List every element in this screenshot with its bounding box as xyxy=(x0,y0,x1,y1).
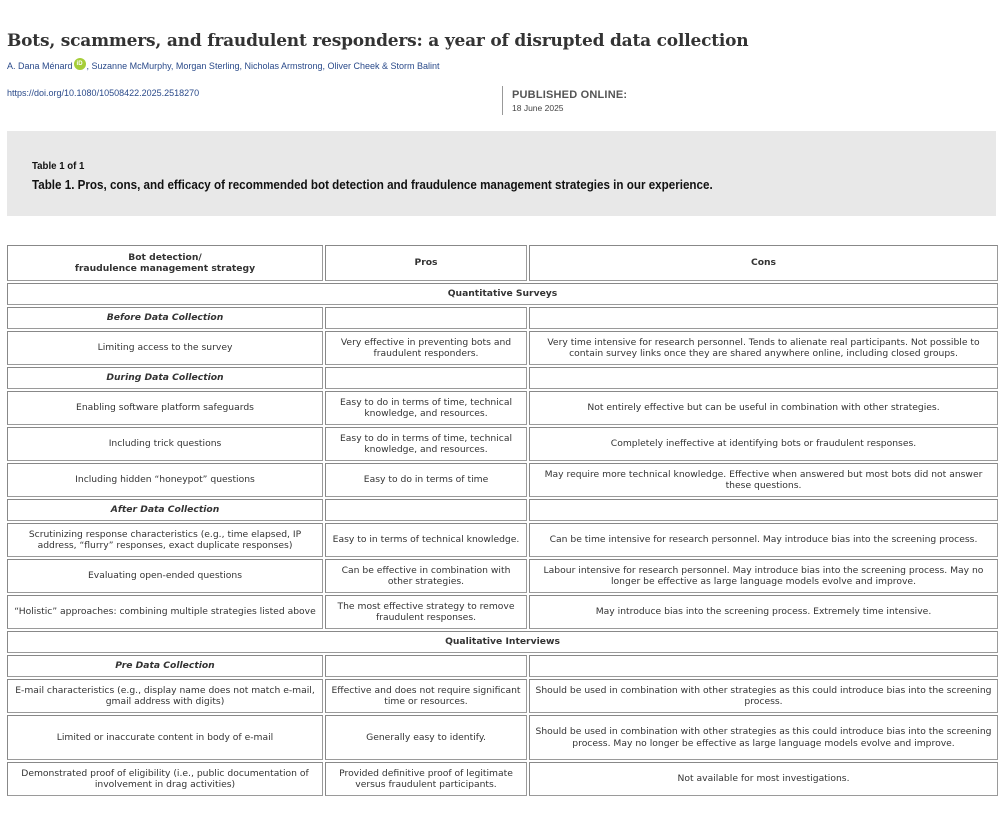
orcid-icon[interactable]: iD xyxy=(74,58,86,70)
table-row xyxy=(7,715,998,760)
table-header-row xyxy=(7,245,998,281)
cons-cell: Labour intensive for research personnel. May introduce bias into the screening process. May no longer be effective as large language models evolve and improve. xyxy=(529,559,998,593)
section-qualitative-interviews: Qualitative Interviews xyxy=(7,631,998,653)
table-row xyxy=(7,559,998,593)
section-quantitative-surveys: Quantitative Surveys xyxy=(7,283,998,305)
cons-cell: Not available for most investigations. xyxy=(529,762,998,796)
doi-link[interactable]: https://doi.org/10.1080/10508422.2025.2518270 xyxy=(7,88,200,98)
header-strategy-line2: fraudulence management strategy xyxy=(74,263,256,274)
pros-cell: Very effective in preventing bots and fraudulent responders. xyxy=(325,331,527,365)
section-row xyxy=(7,283,998,305)
cons-cell: Very time intensive for research personnel. Tends to alienate real participants. Not possible to contain survey links once they are shared anywhere online, including closed groups. xyxy=(529,331,998,365)
empty-cell xyxy=(325,307,527,329)
table-row xyxy=(7,331,998,365)
published-online-label: PUBLISHED ONLINE: xyxy=(512,89,628,101)
strategy-cell: Including hidden “honeypot” questions xyxy=(7,463,323,497)
pros-cell: Easy to do in terms of time, technical knowledge, and resources. xyxy=(325,427,527,461)
pros-cell: Easy to in terms of technical knowledge. xyxy=(325,523,527,557)
cons-cell: May introduce bias into the screening process. Extremely time intensive. xyxy=(529,595,998,629)
phase-row xyxy=(7,367,998,389)
cons-cell: Can be time intensive for research personnel. May introduce bias into the screening process. xyxy=(529,523,998,557)
pros-cell: Can be effective in combination with other strategies. xyxy=(325,559,527,593)
table-row xyxy=(7,427,998,461)
cons-cell: Completely ineffective at identifying bots or fraudulent responses. xyxy=(529,427,998,461)
empty-cell xyxy=(529,499,998,521)
table-row xyxy=(7,463,998,497)
strategy-cell: Limited or inaccurate content in body of e-mail xyxy=(7,715,323,760)
table-row xyxy=(7,523,998,557)
cons-cell: Should be used in combination with other strategies as this could introduce bias into the screening process. xyxy=(529,679,998,713)
header-pros: Pros xyxy=(325,245,527,281)
cons-cell: May require more technical knowledge. Effective when answered but most bots did not answer these questions. xyxy=(529,463,998,497)
table-caption-box xyxy=(7,131,996,216)
cons-cell: Should be used in combination with other strategies as this could introduce bias into the screening process. May no longer be effective as large language models evolve and improve. xyxy=(529,715,998,760)
strategy-cell: Evaluating open-ended questions xyxy=(7,559,323,593)
strategy-cell: Limiting access to the survey xyxy=(7,331,323,365)
phase-pre-data-collection: Pre Data Collection xyxy=(7,655,323,677)
table-caption: Table 1. Pros, cons, and efficacy of recommended bot detection and fraudulence management strategies in our experience. xyxy=(32,178,713,192)
empty-cell xyxy=(325,499,527,521)
pros-cell: Easy to do in terms of time xyxy=(325,463,527,497)
phase-during-data-collection: During Data Collection xyxy=(7,367,323,389)
strategy-cell: Enabling software platform safeguards xyxy=(7,391,323,425)
phase-row xyxy=(7,499,998,521)
empty-cell xyxy=(529,367,998,389)
strategy-cell: “Holistic” approaches: combining multiple strategies listed above xyxy=(7,595,323,629)
empty-cell xyxy=(325,655,527,677)
empty-cell xyxy=(325,367,527,389)
section-row xyxy=(7,631,998,653)
pros-cell: Provided definitive proof of legitimate versus fraudulent participants. xyxy=(325,762,527,796)
table-row xyxy=(7,762,998,796)
phase-after-data-collection: After Data Collection xyxy=(7,499,323,521)
table-row xyxy=(7,679,998,713)
phase-row xyxy=(7,307,998,329)
header-strategy xyxy=(7,245,323,281)
empty-cell xyxy=(529,307,998,329)
pros-cell: Effective and does not require significant time or resources. xyxy=(325,679,527,713)
phase-before-data-collection: Before Data Collection xyxy=(7,307,323,329)
author-link[interactable]: A. Dana Ménard xyxy=(7,61,73,71)
empty-cell xyxy=(529,655,998,677)
article-title: Bots, scammers, and fraudulent responders: a year of disrupted data collection xyxy=(7,31,749,51)
author-list xyxy=(7,58,440,74)
table-row xyxy=(7,391,998,425)
strategy-cell: E-mail characteristics (e.g., display name does not match e-mail, gmail address with digits) xyxy=(7,679,323,713)
strategy-cell: Scrutinizing response characteristics (e.g., time elapsed, IP address, “flurry” responses, exact duplicate responses) xyxy=(7,523,323,557)
strategy-cell: Demonstrated proof of eligibility (i.e., public documentation of involvement in drag activities) xyxy=(7,762,323,796)
pros-cell: Generally easy to identify. xyxy=(325,715,527,760)
header-cons: Cons xyxy=(529,245,998,281)
strategies-table xyxy=(5,243,1000,798)
header-strategy-line1: Bot detection/ xyxy=(128,251,202,263)
published-online-block xyxy=(502,86,627,115)
published-date: 18 June 2025 xyxy=(512,103,564,113)
table-row xyxy=(7,595,998,629)
strategy-cell: Including trick questions xyxy=(7,427,323,461)
pros-cell: Easy to do in terms of time, technical knowledge, and resources. xyxy=(325,391,527,425)
cons-cell: Not entirely effective but can be useful in combination with other strategies. xyxy=(529,391,998,425)
phase-row xyxy=(7,655,998,677)
co-authors-link[interactable]: , Suzanne McMurphy, Morgan Sterling, Nicholas Armstrong, Oliver Cheek & Storm Balint xyxy=(86,61,440,71)
pros-cell: The most effective strategy to remove fraudulent responses. xyxy=(325,595,527,629)
table-count: Table 1 of 1 xyxy=(32,160,85,172)
